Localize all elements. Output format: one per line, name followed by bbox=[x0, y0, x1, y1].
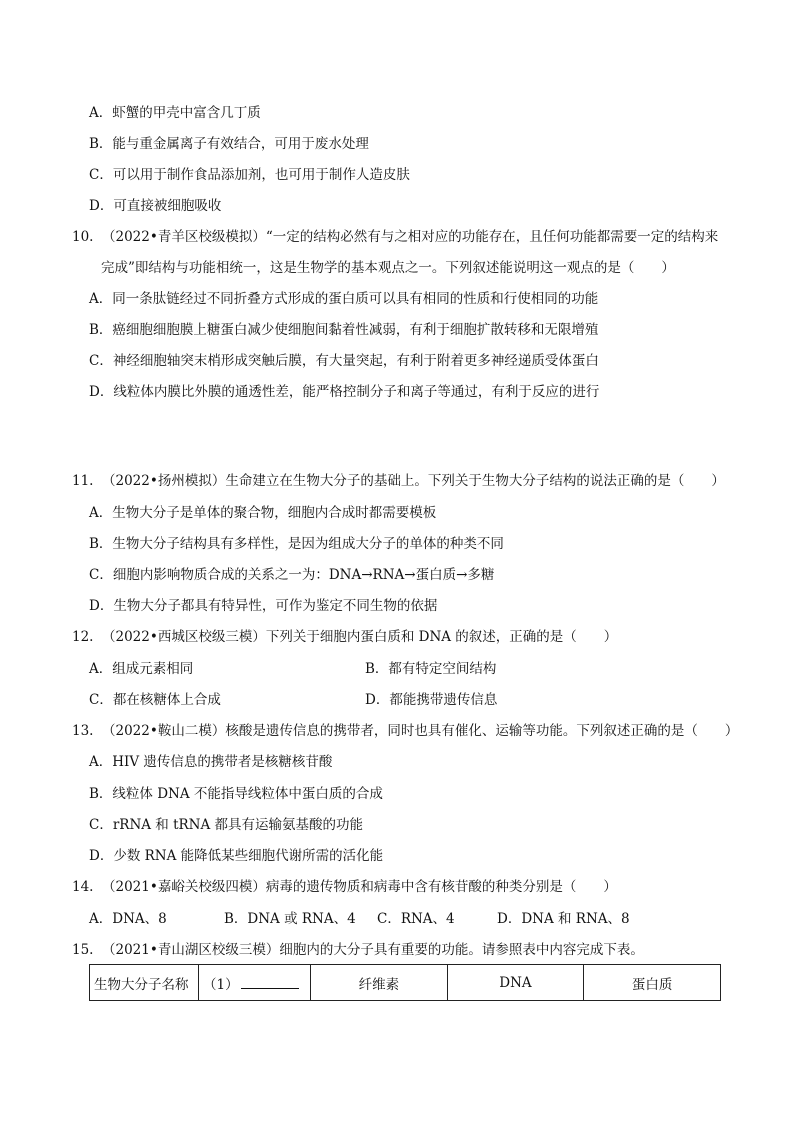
q9-option-a: A．虾蟹的甲壳中富含几丁质 bbox=[89, 105, 261, 121]
q11-option-d: D．生物大分子都具有特异性，可作为鉴定不同生物的依据 bbox=[89, 598, 438, 614]
q10-source: （2022•青羊区校级模拟） bbox=[102, 229, 266, 245]
table-header-cell: 生物大分子名称 bbox=[90, 965, 199, 1001]
q13-stem-text: 核酸是遗传信息的携带者，同时也具有催化、运输等功能。下列叙述正确的是（ ） bbox=[225, 723, 739, 739]
q9-option-d: D．可直接被细胞吸收 bbox=[89, 198, 222, 214]
q11-stem bbox=[72, 472, 725, 490]
q13-option-c: C．rRNA 和 tRNA 都具有运输氨基酸的功能 bbox=[89, 817, 364, 833]
q13-option-b: B．线粒体 DNA 不能指导线粒体中蛋白质的合成 bbox=[89, 786, 383, 802]
q11-number: 11. bbox=[72, 473, 94, 489]
q14-stem bbox=[72, 878, 617, 896]
q9-option-b: B．能与重金属离子有效结合，可用于废水处理 bbox=[89, 136, 369, 152]
q14-option-b: B．DNA 或 RNA、4 bbox=[224, 911, 356, 927]
table-cell-dna: DNA bbox=[447, 965, 584, 1001]
table-cell-cellulose: 纤维素 bbox=[311, 965, 448, 1001]
q14-source: （2021•嘉峪关校级四模） bbox=[102, 879, 266, 895]
q10-stem-line1 bbox=[72, 228, 718, 246]
q14-option-a: A．DNA、8 bbox=[89, 911, 167, 927]
q13-source: （2022•鞍山二模） bbox=[102, 723, 226, 739]
q9-option-c: C．可以用于制作食品添加剂，也可用于制作人造皮肤 bbox=[89, 167, 410, 183]
q15-table bbox=[89, 964, 721, 1001]
q10-option-b: B．癌细胞细胞膜上糖蛋白减少使细胞间黏着性减弱，有利于细胞扩散转移和无限增殖 bbox=[89, 322, 599, 338]
q13-number: 13. bbox=[72, 723, 94, 739]
q12-stem bbox=[72, 628, 617, 646]
table-row bbox=[90, 965, 721, 1001]
q12-option-b: B．都有特定空间结构 bbox=[365, 661, 497, 677]
q14-number: 14. bbox=[72, 879, 94, 895]
q15-number: 15. bbox=[72, 942, 94, 958]
q13-stem bbox=[72, 722, 738, 740]
q10-stem-line2: 完成”即结构与功能相统一，这是生物学的基本观点之一。下列叙述能说明这一观点的是（ ） bbox=[101, 260, 675, 276]
q11-stem-text: 生命建立在生物大分子的基础上。下列关于生物大分子结构的说法正确的是（ ） bbox=[225, 473, 725, 489]
q11-option-b: B．生物大分子结构具有多样性，是因为组成大分子的单体的种类不同 bbox=[89, 536, 504, 552]
blank-label: （1） bbox=[203, 976, 239, 993]
q13-option-a: A．HIV 遗传信息的携带者是核糖核苷酸 bbox=[89, 754, 333, 770]
q11-source: （2022•扬州模拟） bbox=[102, 473, 226, 489]
q12-stem-text: 下列关于细胞内蛋白质和 DNA 的叙述，正确的是（ ） bbox=[265, 629, 618, 645]
q14-stem-text: 病毒的遗传物质和病毒中含有核苷酸的种类分别是（ ） bbox=[265, 879, 617, 895]
q10-option-c: C．神经细胞轴突末梢形成突触后膜，有大量突起，有利于附着更多神经递质受体蛋白 bbox=[89, 353, 599, 369]
q14-option-c: C．RNA、4 bbox=[377, 911, 455, 927]
q12-option-a: A．组成元素相同 bbox=[89, 661, 194, 677]
q10-option-a: A．同一条肽链经过不同折叠方式形成的蛋白质可以具有相同的性质和行使相同的功能 bbox=[89, 291, 599, 307]
q12-option-c: C．都在核糖体上合成 bbox=[89, 692, 221, 708]
q10-option-d: D．线粒体内膜比外膜的通透性差，能严格控制分子和离子等通过，有利于反应的进行 bbox=[89, 384, 600, 400]
q15-stem bbox=[72, 941, 644, 959]
q12-number: 12. bbox=[72, 629, 94, 645]
q12-source: （2022•西城区校级三模） bbox=[102, 629, 266, 645]
q10-number: 10. bbox=[72, 229, 94, 245]
q12-option-d: D．都能携带遗传信息 bbox=[365, 692, 498, 708]
q11-option-c: C．细胞内影响物质合成的关系之一为：DNA→RNA→蛋白质→多糖 bbox=[89, 567, 495, 583]
table-cell-protein: 蛋白质 bbox=[584, 965, 721, 1001]
q14-option-d: D．DNA 和 RNA、8 bbox=[497, 911, 630, 927]
q15-source: （2021•青山湖区校级三模） bbox=[102, 942, 280, 958]
q10-stem-text: “一定的结构必然有与之相对应的功能存在，且任何功能都需要一定的结构来 bbox=[265, 229, 719, 245]
answer-blank-line bbox=[241, 976, 299, 989]
q11-option-a: A．生物大分子是单体的聚合物，细胞内合成时都需要模板 bbox=[89, 505, 437, 521]
q15-stem-text: 细胞内的大分子具有重要的功能。请参照表中内容完成下表。 bbox=[279, 942, 644, 958]
q13-option-d: D．少数 RNA 能降低某些细胞代谢所需的活化能 bbox=[89, 848, 384, 864]
fill-in-blank-cell bbox=[199, 965, 311, 1001]
